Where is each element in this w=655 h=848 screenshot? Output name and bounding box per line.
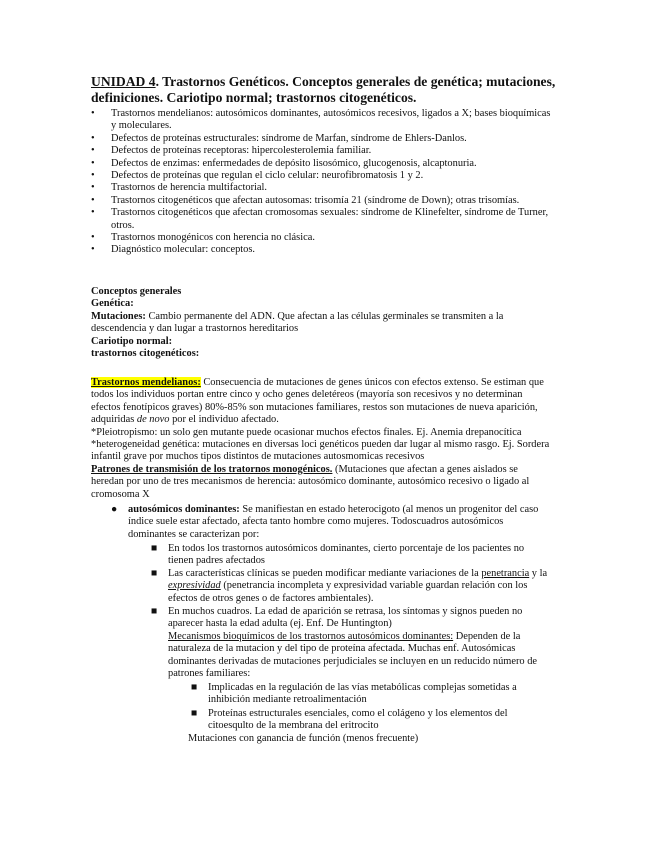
list-item-text: Defectos de enzimas: enfermedades de depósito lisosómico, glucogenosis, alcaptonuria. — [111, 157, 477, 169]
list-item — [151, 543, 552, 568]
penetrancia-term: penetrancia — [481, 568, 530, 579]
list-item-text: Trastornos citogenéticos que afectan autosomas: trisomía 21 (síndrome de Down); otras trisomías. — [111, 194, 520, 206]
patrones-label: Patrones de transmisión de los tratornos monogénicos. — [91, 463, 333, 475]
list-item — [91, 158, 551, 170]
patrones-text: (Mutaciones que afectan a genes aislados se heredan por uno de tres mecanismos de herencia: autosómico dominante, autosómico recesivo o ligado al cromosoma X — [91, 463, 530, 500]
list-item-text: Proteínas estructurales esenciales, como el colágeno y los elementos del citoesqulto de la membrana del eritrocito — [208, 708, 508, 732]
bullet-icon: • — [91, 232, 95, 244]
square-bullet-icon: ■ — [151, 606, 158, 617]
unit-title — [91, 74, 561, 106]
list-item — [91, 195, 551, 207]
square-bullet-icon: ■ — [151, 568, 158, 579]
heterogeneidad-paragraph: *heterogeneidad genética: mutaciones en diversas loci genéticos pueden dar lugar al mismo rasgo. Ej. Sordera infantil grave por muchos tipos distintos de mutaciones autosmomicas recesivos — [91, 439, 550, 463]
list-item-text: Defectos de proteínas que regulan el ciclo celular: neurofibromatosis 1 y 2. — [111, 170, 424, 182]
list-item-text: Diagnóstico molecular: conceptos. — [111, 244, 255, 256]
list-item — [191, 682, 548, 707]
mendelianos-label: Trastornos mendelianos: — [91, 377, 201, 388]
list-item-text: (penetrancia incompleta y expresividad variable guardan relación con los efectos de otros genes o de factores ambientales). — [168, 580, 528, 604]
list-item-text: Trastornos de herencia multifactorial. — [111, 182, 268, 194]
bullet-icon: • — [91, 244, 95, 256]
mendelianos-text: Consecuencia de mutaciones de genes únicos con efectos extenso. Se estiman que todos los individuos portan entre cinco y ocho genes deletéreos (mayoría son recesivos y no determinan efectos fenotípicos graves) 80%-85% son mutaciones familiares, restos son mutaciones de nueva aparición, adquiridas — [91, 377, 544, 426]
unit-title-text: . Trastornos Genéticos. Conceptos generales de genética; mutaciones, definiciones. Cariotipo normal; trastornos citogenéticos. — [91, 74, 556, 105]
list-item-text: Trastornos citogenéticos que afectan cromosomas sexuales: síndrome de Klinefelter, síndrome de Turner, otros. — [111, 207, 549, 231]
list-item-text: Trastornos monogénicos con herencia no clásica. — [111, 232, 315, 244]
list-item-text: Implicadas en la regulación de las vías metabólicas complejas sometidas a inhibición mediante retroalimentación — [208, 682, 517, 706]
bullet-icon: • — [91, 170, 95, 182]
list-item-text: Defectos de proteínas receptoras: hipercolesterolemia familiar. — [111, 145, 372, 157]
bullet-icon: • — [91, 194, 95, 206]
list-item — [91, 244, 551, 256]
section-heading: Conceptos generales — [91, 286, 182, 297]
list-item-text: Defectos de proteínas estructurales: síndrome de Marfan, síndrome de Ehlers-Danlos. — [111, 132, 467, 144]
list-item — [91, 207, 551, 232]
mecanismos-label: Mecanismos bioquímicos de los trastornos autosómicos dominantes: — [168, 630, 454, 642]
bullet-icon: • — [91, 157, 95, 169]
mecanismos-text: Dependen de la naturaleza de la mutacion y del tipo de proteína afectada. Muchas enf. Autosómicas dominantes derivadas de mutaciones perjudiciales se incluyen en un reducido número de patrones familiares: — [168, 630, 538, 680]
genetica-heading: Genética: — [91, 298, 134, 310]
list-item-text: y la — [529, 568, 548, 579]
mendelianos-section — [91, 377, 551, 501]
square-bullet-icon: ■ — [151, 543, 158, 554]
list-item — [91, 108, 551, 133]
bullet-icon: • — [91, 108, 95, 119]
citogeneticos-heading: trastornos citogenéticos: — [91, 348, 200, 360]
autosomicos-text: Se manifiestan en estado heterocigoto (al menos un progenitor del caso índice suele estar afectado, afecta tanto hombre como mujeres. Todoscuadros autosómicos dominantes se caracterizan por: — [128, 504, 539, 540]
square-bullet-icon: ■ — [191, 682, 198, 693]
mendelianos-text-end: por el individuo afectado. — [169, 414, 279, 426]
list-item — [191, 708, 548, 733]
expresividad-term: expresividad — [168, 580, 221, 592]
bullet-icon: • — [91, 207, 95, 219]
list-item — [91, 170, 551, 182]
pleiotropismo-paragraph: *Pleiotropismo: un solo gen mutante puede ocasionar muchos efectos finales. Ej. Anemia drepanocítica — [91, 426, 522, 438]
bullet-icon: • — [91, 145, 95, 157]
list-item — [91, 182, 551, 194]
de-novo-text: de novo — [136, 414, 170, 426]
list-item — [151, 606, 552, 680]
square-bullet-icon: ■ — [191, 708, 198, 719]
list-item — [91, 232, 551, 244]
patrones-paragraph — [91, 464, 551, 501]
list-item-text: En todos los trastornos autosómicos dominantes, cierto porcentaje de los pacientes no tienen padres afectados — [168, 543, 525, 567]
bullet-icon: • — [91, 182, 95, 194]
circle-bullet-icon: ● — [111, 504, 118, 515]
list-item — [91, 145, 551, 157]
autosomicos-label: autosómicos dominantes: — [128, 504, 240, 515]
list-item — [151, 568, 552, 605]
bullet-icon: • — [91, 132, 95, 144]
cariotipo-heading: Cariotipo normal: — [91, 335, 173, 347]
mendelianos-paragraph — [91, 377, 551, 427]
mutaciones-text: Cambio permanente del ADN. Que afectan a las células germinales se transmiten a la descendencia y dan lugar a trastornos hereditarios — [91, 310, 504, 335]
ganancia-line: Mutaciones con ganancia de función (menos frecuente) — [188, 733, 419, 744]
concepts-section — [91, 286, 551, 360]
syllabus-list — [91, 108, 551, 257]
list-item — [91, 133, 551, 145]
mutaciones-paragraph — [91, 311, 551, 336]
mutaciones-label: Mutaciones: — [91, 310, 146, 322]
list-item-text: Las características clínicas se pueden modificar mediante variaciones de la — [168, 568, 482, 579]
list-item-text: En muchos cuadros. La edad de aparición se retrasa, los síntomas y signos pueden no aparecer hasta la edad adulta (ej. Enf. De Huntington) — [168, 606, 523, 630]
list-item-text: Trastornos mendelianos: autosómicos dominantes, autosómicos recesivos, ligados a X; bases bioquímicas y moleculares. — [111, 108, 551, 132]
autosomicos-item — [111, 504, 548, 541]
unit-number: UNIDAD 4 — [91, 74, 156, 89]
